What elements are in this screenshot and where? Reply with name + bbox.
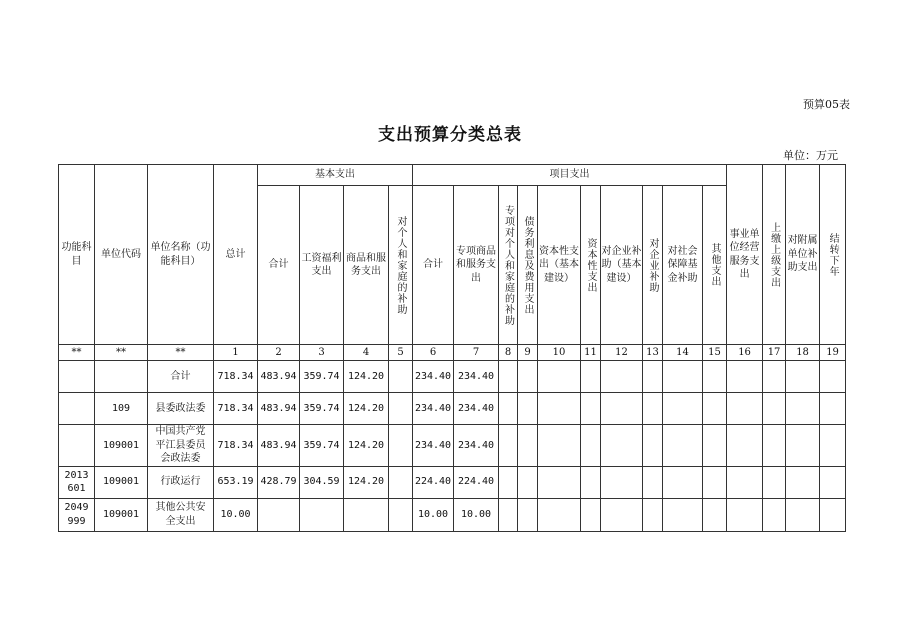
empty-cell [538,425,581,467]
empty-cell [499,498,518,531]
empty-cell [581,498,601,531]
header-total: 总计 [214,165,258,345]
func-subject-cell: 2049999 [59,498,95,531]
empty-cell [820,498,846,531]
unit-name-cell: 其他公共安全支出 [148,498,214,531]
header-other: 其他支出 [703,186,727,345]
header-special-goods: 专项商品和服务支出 [454,186,499,345]
empty-cell [820,466,846,498]
total-cell: 718.34 [214,425,258,467]
header-unit-name: 单位名称（功能科目） [148,165,214,345]
index-cell: 8 [499,345,518,361]
empty-cell [703,498,727,531]
index-cell: 15 [703,345,727,361]
index-cell: 12 [601,345,643,361]
unit-code-cell [95,361,148,393]
document-id: 预算05表 [803,98,850,111]
budget-table [58,164,846,532]
index-cell: ** [95,345,148,361]
empty-cell [663,466,703,498]
empty-cell [643,393,663,425]
empty-cell [518,425,538,467]
unit-code-cell: 109001 [95,498,148,531]
empty-cell [786,425,820,467]
header-remit-upper: 上缴上级支出 [763,165,786,345]
func-subject-cell [59,393,95,425]
index-cell: 17 [763,345,786,361]
header-special-subsidy: 专项对个人和家庭的补助 [499,186,518,345]
goods-cell: 124.20 [344,361,389,393]
project-sum-cell: 10.00 [413,498,454,531]
empty-cell [763,361,786,393]
empty-cell [518,498,538,531]
empty-cell [703,466,727,498]
table-row [59,466,846,498]
empty-cell [499,361,518,393]
empty-cell [820,393,846,425]
index-cell: 14 [663,345,703,361]
empty-cell [518,466,538,498]
empty-cell [538,498,581,531]
index-cell: 18 [786,345,820,361]
empty-cell [763,498,786,531]
func-subject-cell [59,361,95,393]
empty-cell [663,498,703,531]
empty-cell [786,393,820,425]
index-cell: 6 [413,345,454,361]
empty-cell [581,393,601,425]
index-cell: 13 [643,345,663,361]
header-enterprise: 对企业补助 [643,186,663,345]
empty-cell [643,466,663,498]
wages-cell: 359.74 [300,425,344,467]
unit-code-cell: 109001 [95,425,148,467]
empty-cell [663,393,703,425]
goods-cell: 124.20 [344,466,389,498]
header-basic-sum: 合计 [258,186,300,345]
header-project-group: 项目支出 [413,165,727,186]
empty-cell [499,466,518,498]
wages-cell: 304.59 [300,466,344,498]
table-row [59,425,846,467]
empty-cell [538,361,581,393]
special-goods-cell: 234.40 [454,393,499,425]
header-row-1 [59,165,846,186]
header-social-security: 对社会保障基金补助 [663,186,703,345]
header-goods: 商品和服务支出 [344,186,389,345]
empty-cell [663,361,703,393]
table-row [59,498,846,531]
empty-cell [643,425,663,467]
index-cell: ** [148,345,214,361]
func-subject-cell: 2013601 [59,466,95,498]
basic-sum-cell: 428.79 [258,466,300,498]
special-goods-cell: 224.40 [454,466,499,498]
goods-cell [344,498,389,531]
empty-cell [763,393,786,425]
empty-cell [389,361,413,393]
empty-cell [518,393,538,425]
empty-cell [763,466,786,498]
index-cell: 16 [727,345,763,361]
empty-cell [581,466,601,498]
index-cell: 19 [820,345,846,361]
header-capital-construct: 资本性支出（基本建设） [538,186,581,345]
table-row [59,393,846,425]
project-sum-cell: 234.40 [413,361,454,393]
empty-cell [763,425,786,467]
wages-cell: 359.74 [300,393,344,425]
unit-code-cell: 109 [95,393,148,425]
empty-cell [820,361,846,393]
project-sum-cell: 224.40 [413,466,454,498]
index-row [59,345,846,361]
header-wages: 工资福利支出 [300,186,344,345]
empty-cell [703,393,727,425]
header-carry-forward: 结转下年 [820,165,846,345]
index-cell: 1 [214,345,258,361]
total-cell: 718.34 [214,393,258,425]
empty-cell [518,361,538,393]
empty-cell [601,393,643,425]
empty-cell [389,425,413,467]
index-cell: 3 [300,345,344,361]
empty-cell [703,361,727,393]
empty-cell [601,361,643,393]
empty-cell [499,425,518,467]
unit-name-cell: 中国共产党平江县委员会政法委 [148,425,214,467]
empty-cell [389,466,413,498]
project-sum-cell: 234.40 [413,425,454,467]
header-func-subject: 功能科目 [59,165,95,345]
empty-cell [703,425,727,467]
table-row [59,361,846,393]
index-cell: ** [59,345,95,361]
index-cell: 11 [581,345,601,361]
empty-cell [727,425,763,467]
basic-sum-cell: 483.94 [258,393,300,425]
total-cell: 10.00 [214,498,258,531]
empty-cell [643,498,663,531]
header-basic-group: 基本支出 [258,165,413,186]
header-subsidiary: 对附属单位补助支出 [786,165,820,345]
empty-cell [727,466,763,498]
header-subsidy-personal: 对个人和家庭的补助 [389,186,413,345]
index-cell: 2 [258,345,300,361]
project-sum-cell: 234.40 [413,393,454,425]
header-capital: 资本性支出 [581,186,601,345]
special-goods-cell: 10.00 [454,498,499,531]
empty-cell [786,466,820,498]
unit-name-cell: 合计 [148,361,214,393]
empty-cell [499,393,518,425]
empty-cell [727,393,763,425]
header-unit-code: 单位代码 [95,165,148,345]
index-cell: 4 [344,345,389,361]
empty-cell [786,498,820,531]
index-cell: 9 [518,345,538,361]
empty-cell [601,425,643,467]
empty-cell [786,361,820,393]
index-cell: 7 [454,345,499,361]
empty-cell [581,361,601,393]
empty-cell [643,361,663,393]
empty-cell [663,425,703,467]
header-project-sum: 合计 [413,186,454,345]
unit-name-cell: 行政运行 [148,466,214,498]
empty-cell [389,498,413,531]
wages-cell [300,498,344,531]
empty-cell [538,393,581,425]
header-institution-operation: 事业单位经营服务支出 [727,165,763,345]
unit-code-cell: 109001 [95,466,148,498]
basic-sum-cell: 483.94 [258,361,300,393]
index-cell: 5 [389,345,413,361]
empty-cell [389,393,413,425]
special-goods-cell: 234.40 [454,425,499,467]
wages-cell: 359.74 [300,361,344,393]
empty-cell [538,466,581,498]
basic-sum-cell [258,498,300,531]
empty-cell [601,466,643,498]
header-enterprise-construct: 对企业补助（基本建设） [601,186,643,345]
goods-cell: 124.20 [344,425,389,467]
total-cell: 653.19 [214,466,258,498]
header-debt-interest: 债务利息及费用支出 [518,186,538,345]
unit-label: 单位：万元 [783,149,838,162]
empty-cell [727,498,763,531]
empty-cell [727,361,763,393]
empty-cell [581,425,601,467]
basic-sum-cell: 483.94 [258,425,300,467]
index-cell: 10 [538,345,581,361]
total-cell: 718.34 [214,361,258,393]
empty-cell [601,498,643,531]
special-goods-cell: 234.40 [454,361,499,393]
empty-cell [820,425,846,467]
goods-cell: 124.20 [344,393,389,425]
unit-name-cell: 县委政法委 [148,393,214,425]
func-subject-cell [59,425,95,467]
page-title: 支出预算分类总表 [378,125,522,145]
